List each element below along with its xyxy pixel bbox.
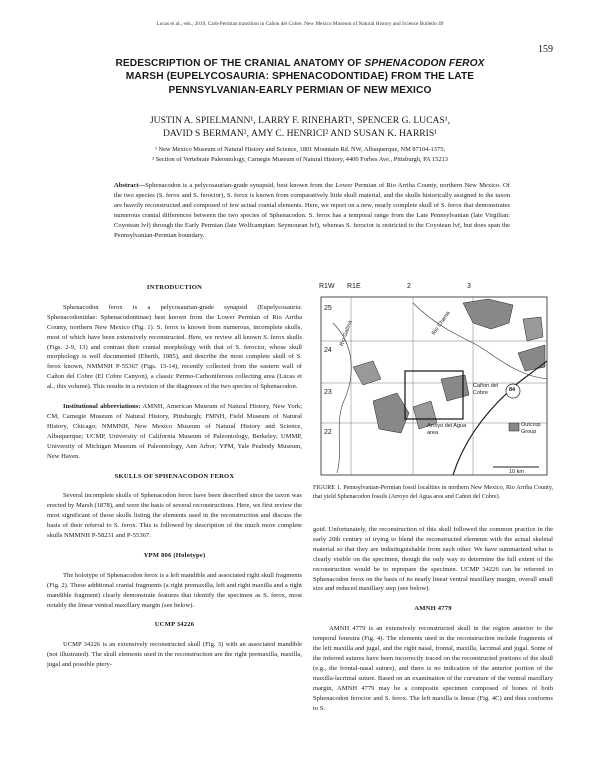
affiliation-1: ¹ New Mexico Museum of Natural History and Science, 1801 Mountain Rd. NW, Albuquerque, NM 87104-1375; [154,146,446,153]
township-label-23: 23 [324,389,332,396]
authors-line2: DAVID S BERMAN², AMY C. HENRICI² AND SUSAN K. HARRIS¹ [162,128,438,139]
author-list [60,114,540,140]
place-label-canon-del-cobre: Cañon del Cobre [473,383,499,396]
continued-paragraph: goid. Unfortunately, the reconstruction of this skull followed the common practice in the early 20th century of trying to blend the reconstructed elements with the actual skeletal material so that they are indistinguishable from each other. We have summarized what is clearly visible on the specimen, though the only way to determine the full extent of the reconstruction would be to reprepare the specimen. UCMP 34226 can be referred to Sphenacodon ferox on the basis of its nearly linear ventral maxillary margin, overall small size and reduced maxillary step (see below). [313,526,553,593]
range-label-3: 3 [467,283,471,290]
locality-map [313,283,553,479]
range-label-2: 2 [407,283,411,290]
running-head: Lucas et al., eds., 2010, Carb-Permian transition in Cañon del Cobre. New Mexico Museum of Natural History and Science Bulletin 49 [156,21,444,27]
ucmp-heading: UCMP 34226 [154,621,195,629]
abstract [114,181,510,241]
paper-title [60,57,540,97]
place-label-rio-chama: Rio Chama [431,310,452,337]
title-line3: PENNSYLVANIAN-EARLY PERMIAN OF NEW MEXICO [168,84,432,96]
abbreviations-paragraph [47,402,302,461]
ypm-heading: YPM 806 (Holotype) [143,551,206,559]
legend-group: Group [521,429,537,435]
abstract-label: Abstract— [114,182,146,189]
range-label-r1w: R1W [319,283,335,290]
figure-1-caption: FIGURE 1. Pennsylvanian-Permian fossil localities in northern New Mexico, Rio Arriba County, that yield Sphenacodon fossils (Arroyo del Agua area and Cañon del Cobre). [313,485,553,501]
title-line2: MARSH (EUPELYCOSAURIA: SPHENACODONTIDAE) FROM THE LATE [125,71,475,83]
ucmp-paragraph: UCMP 34226 is an extensively reconstructed skull (Fig. 3) with an associated mandible (not illustrated). The skull elements used in the reconstruction are the right premaxilla, maxilla, jugal and possible ptery- [47,641,302,669]
page-number: 159 [538,44,553,55]
intro-paragraph: Sphenacodon ferox is a pelycosaurian-grade synapsid (Eupelycosauria: Sphenacodontidae: Sphenacodontinae) best known from the Lower Permian of Rio Arriba County, northern New Mexico (Fig. 1). S. ferox is known from numerous, incomplete skulls, most of which have been extensively reconstructed. Here, we review all known S. ferox skulls (Figs. 2-9, 13) and contrast their cranial morphology with that of S. ferocior, whose skull morphology is well documented (Eberth, 1985), and describe the most complete skull of S. ferox known, NMMNH P-55367 (Figs. 13-14), recently collected from the eastern wall of Cañon del Cobre (El Cobre Canyon), a classic Permo-Carboniferous collecting area (Lucas et al., this volume). This results in a revision of the diagnoses of the two species of Sphenacodon. [47,303,302,391]
affiliations [60,145,540,165]
township-label-24: 24 [324,347,332,354]
amnh-paragraph: AMNH 4779 is an extensively reconstructed skull in the region anterior to the temporal fenestra (Fig. 4). The elements used in the reconstruction include fragments of the left maxilla and jugal, and the right nasal, frontal, maxilla, lacrimal and jugal. Some of the inferred sutures have been incorrectly traced on the reconstructed portions of the skull (e.g., the frontal-nasal suture), and there is no indication of the anterior portion of the maxilla-lacrimal suture. Based on an examination of the curvature of the ventral maxillary margin, AMNH 4779 may be a composite specimen composed of bones of both Sphenacodon ferocior and S. ferox. The left maxilla is linear (Fig. 4C) and thus conforms to S. [313,625,553,712]
abstract-text: Sphenacodon is a pelycosaurian-grade synapsid, best known from the Lower Permian of Rio Arriba County, northern New Mexico. Of the two species (S. ferox and S. ferocior), S. ferox is known from comparatively little skull material, and the skulls historically assigned to the taxon are heavily reconstructed and composed of few actual cranial elements. Here, we report on a new, nearly complete skull of S. ferox that demonstrates numerous cranial differences between the two species of Sphenacodon. S. ferox has a temporal range from the Late Pennsylvanian (late Virgilian: Coyotean lvf) through the Early Permian (late Wolfcampian: Seymouran lvf), whereas S. ferocior is restricted to the Coyotean lvf, but does span the Pennsylvanian-Permian boundary. [114,182,510,239]
township-label-22: 22 [324,429,332,436]
place-label-rio-gallina: Rio Gallina [339,319,354,348]
road-number: 84 [509,387,516,393]
legend-outcrop: Outcrop [521,422,541,428]
title-taxon: SPHENACODON FEROX [364,58,485,69]
township-label-25: 25 [324,305,332,312]
place-label-arroyo-del-agua: Arroyo del Agua area [427,423,467,436]
abbreviations-label: Institutional abbreviations: [63,403,141,411]
skulls-paragraph: Several incomplete skulls of Sphenacodon ferox have been described since the taxon was erected by Marsh (1878), and were the basis of several reconstructions. Here, we first review the most significant of those skulls listing the elements used in the reconstruction and discuss the basis of their referral to S. ferox. This is followed by description of the much more complete skulls NMMNH P-58231 and P-55367. [47,492,302,540]
left-column [47,283,302,680]
affiliation-2: ² Section of Vertebrate Paleontology, Carnegie Museum of Natural History, 4400 Forbes Ave., Pittsburgh, PA 15213 [152,156,448,163]
title-line1: REDESCRIPTION OF THE CRANIAL ANATOMY OF [115,58,365,69]
ypm-paragraph: The holotype of Sphenacodon ferox is a left mandible and associated right skull fragments (Fig. 2). These additional cranial fragments (a right premaxilla, left and right maxilla and a right mandible fragment) clearly demonstrate features that identify the specimen as S. ferox, most notably the linear ventral maxillary margin (see below). [47,571,302,609]
intro-heading: INTRODUCTION [146,284,203,291]
range-label-r1e: R1E [347,283,361,290]
scale-label: 10 km [509,469,524,475]
figure-1-map [313,283,553,479]
authors-line1: JUSTIN A. SPIELMANN¹, LARRY F. RINEHART¹, SPENCER G. LUCAS¹, [149,115,451,126]
skulls-heading: SKULLS OF SPHENACODON FEROX [114,472,235,480]
right-column [313,525,553,723]
amnh-heading: AMNH 4779 [414,605,452,613]
abbreviations-text: AMNH, American Museum of Natural History, New York; CM, Carnegie Museum of Natural History, Pittsburgh; FMNH, Field Museum of Natural History, Chicago; NMMNH, New Mexico Museum of Natural History and Science, Albuquerque; UCMP, University of California Museum of Paleontology, Berkeley; UMMP, University of Michigan Museum of Paleontology, Ann Arbor; YPM, Yale Peabody Museum, New Haven. [47,403,302,460]
